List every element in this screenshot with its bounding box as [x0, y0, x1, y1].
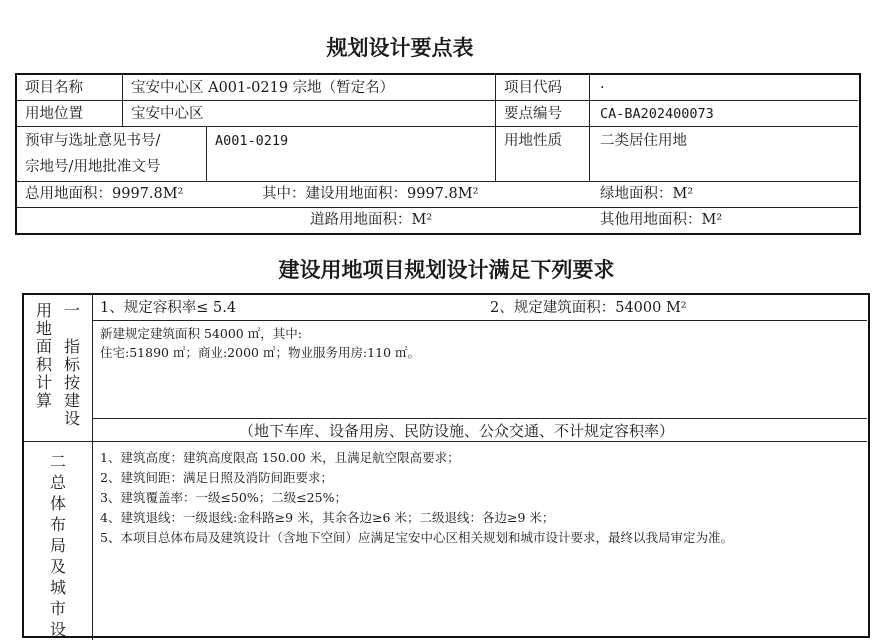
- exclusion-note: （地下车库、设备用房、民防设施、公众交通、不计规定容积率）: [239, 422, 675, 440]
- requirements-table: [22, 293, 870, 638]
- gfa-detail-line2: 住宅:51890 ㎡；商业:2000 ㎡；物业服务用房:110 ㎡。: [100, 345, 420, 360]
- requirement-item: 3、建筑覆盖率：一级≤50%；二级≤25%；: [100, 490, 347, 505]
- section1-label-char: 计: [35, 373, 52, 392]
- requirement-item: 2、建筑间距：满足日照及消防间距要求；: [100, 470, 333, 485]
- section1-label-char: 面: [35, 337, 52, 356]
- project-name-value: 宝安中心区 A001-0219 宗地（暂定名）: [131, 80, 395, 96]
- section2-label-char: 市: [49, 599, 66, 618]
- requirements-title: 建设用地项目规划设计满足下列要求: [278, 258, 615, 282]
- section1-label-char: 按: [63, 373, 80, 392]
- section2-label-char: 总: [49, 473, 66, 492]
- location-value: 宝安中心区: [131, 106, 204, 122]
- section2-label-char: 二: [49, 452, 66, 471]
- land-use-value: 二类居住用地: [600, 133, 687, 149]
- approval-value: A001-0219: [215, 133, 289, 149]
- road-area: 道路用地面积：M²: [310, 212, 433, 228]
- land-use-label: 用地性质: [504, 133, 562, 149]
- project-code-value: ·: [600, 80, 605, 96]
- section1-label-char: 积: [35, 355, 52, 374]
- section2-label-char: 局: [49, 536, 66, 555]
- section2-label-char: 布: [49, 515, 66, 534]
- point-no-value: CA-BA202400073: [600, 106, 714, 122]
- requirement-item: 5、本项目总体布局及建筑设计（含地下空间）应满足宝安中心区相关规划和城市设计要求，最终以我局审定为准。: [100, 530, 733, 545]
- total-area: 总用地面积：9997.8M²: [25, 186, 184, 202]
- section1-label-char: 设: [63, 409, 80, 428]
- gfa-requirement: 2、规定建筑面积：54000 M²: [490, 300, 687, 316]
- approval-label-line1: 预审与选址意见书号/: [25, 133, 161, 149]
- requirement-item: 1、建筑高度：建筑高度限高 150.00 米，且满足航空限高要求；: [100, 450, 460, 465]
- point-no-label: 要点编号: [504, 106, 562, 122]
- requirement-item: 4、建筑退线：一级退线:金科路≥9 米，其余各边≥6 米；二级退线：各边≥9 米；: [100, 510, 555, 525]
- section1-label-char: 算: [35, 391, 52, 410]
- section1-label-char: 一: [63, 301, 80, 320]
- page-title: 规划设计要点表: [326, 36, 474, 60]
- section1-label-char: 建: [63, 391, 80, 410]
- section1-label-char: 用: [35, 301, 52, 320]
- section1-label-char: 指: [63, 337, 80, 356]
- section2-label-char: 设: [49, 620, 66, 639]
- green-area: 绿地面积：M²: [600, 186, 694, 202]
- section2-label-char: 及: [49, 557, 66, 576]
- section2-label-char: 城: [49, 578, 66, 597]
- location-label: 用地位置: [25, 106, 83, 122]
- section2-label-char: 体: [49, 494, 66, 513]
- other-area: 其他用地面积：M²: [600, 212, 723, 228]
- approval-label-line2: 宗地号/用地批准文号: [25, 159, 161, 175]
- gfa-detail-line1: 新建规定建筑面积 54000 ㎡，其中:: [100, 326, 302, 341]
- project-name-label: 项目名称: [25, 80, 83, 96]
- construction-area: 其中：建设用地面积：9997.8M²: [262, 186, 479, 202]
- far-requirement: 1、规定容积率≤ 5.4: [100, 300, 237, 316]
- section1-label-char: 标: [63, 355, 80, 374]
- section1-label-char: 地: [35, 319, 52, 338]
- project-info-table: [15, 73, 861, 235]
- project-code-label: 项目代码: [504, 80, 562, 96]
